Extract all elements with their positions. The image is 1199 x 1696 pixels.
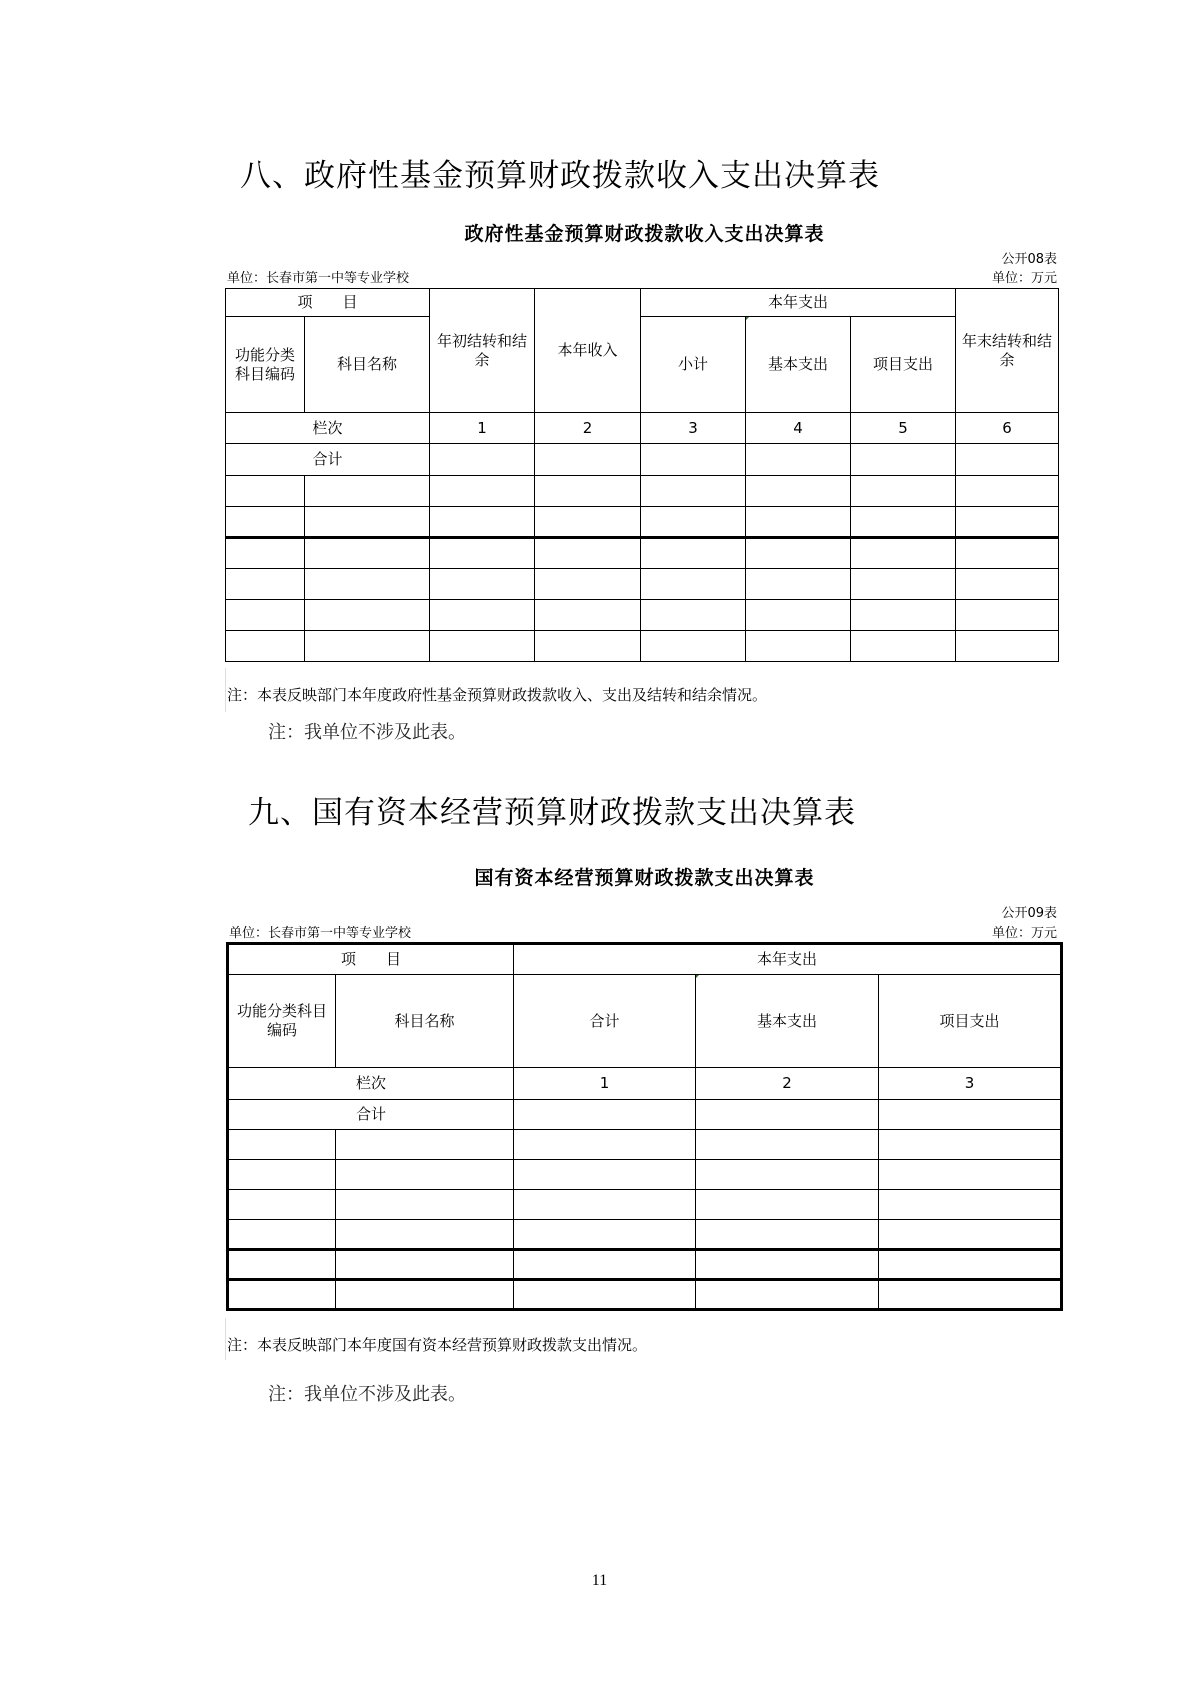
section-9-table-title: 国有资本经营预算财政拨款支出决算表 bbox=[474, 867, 815, 889]
table-row bbox=[226, 569, 1059, 600]
table-cell bbox=[746, 569, 851, 600]
table-cell bbox=[305, 538, 430, 569]
section-8-table-code: 公开08表 bbox=[1001, 252, 1057, 267]
table-cell bbox=[879, 1160, 1062, 1190]
total-cell bbox=[746, 444, 851, 476]
table-cell bbox=[851, 476, 956, 507]
table-cell bbox=[514, 1130, 696, 1160]
column-number: 2 bbox=[696, 1068, 879, 1100]
table-cell bbox=[226, 476, 305, 507]
table-cell bbox=[746, 600, 851, 631]
table-row bbox=[228, 1220, 1062, 1250]
section-9-unit-org: 单位：长春市第一中等专业学校 bbox=[229, 926, 412, 941]
column-number: 2 bbox=[535, 413, 641, 444]
column-number: 3 bbox=[641, 413, 746, 444]
table-cell bbox=[641, 600, 746, 631]
header-opening-balance: 年初结转和结余 bbox=[430, 289, 535, 413]
table-cell bbox=[430, 507, 535, 538]
header-closing-balance: 年末结转和结余 bbox=[956, 289, 1059, 413]
total-cell bbox=[879, 1100, 1062, 1130]
table-cell bbox=[336, 1160, 514, 1190]
table-row bbox=[226, 476, 1059, 507]
table-cell bbox=[641, 569, 746, 600]
table-cell bbox=[226, 507, 305, 538]
section-9-remark: 注：我单位不涉及此表。 bbox=[268, 1384, 466, 1405]
table-cell bbox=[336, 1220, 514, 1250]
header-expenditure: 本年支出 bbox=[641, 289, 956, 317]
table-cell bbox=[879, 1220, 1062, 1250]
header-func-code: 功能分类科目编码 bbox=[226, 317, 305, 413]
table-row bbox=[226, 507, 1059, 538]
table-cell bbox=[305, 569, 430, 600]
header-project: 项目支出 bbox=[879, 975, 1062, 1068]
table-cell bbox=[535, 569, 641, 600]
table-cell bbox=[956, 538, 1059, 569]
header-basic: 基本支出 bbox=[696, 975, 879, 1068]
table-cell bbox=[535, 538, 641, 569]
table-cell bbox=[535, 507, 641, 538]
section-8-heading: 八、政府性基金预算财政拨款收入支出决算表 bbox=[240, 158, 880, 194]
table-cell bbox=[956, 631, 1059, 662]
column-number: 1 bbox=[430, 413, 535, 444]
table-cell bbox=[641, 538, 746, 569]
table-cell bbox=[696, 1130, 879, 1160]
table-cell bbox=[696, 1280, 879, 1310]
table-cell bbox=[305, 600, 430, 631]
total-cell bbox=[535, 444, 641, 476]
section-8-note-rule bbox=[225, 668, 226, 712]
table-cell bbox=[305, 507, 430, 538]
table-cell bbox=[696, 1160, 879, 1190]
table-row bbox=[226, 631, 1059, 662]
table-cell bbox=[535, 476, 641, 507]
section-8-table-note: 注：本表反映部门本年度政府性基金预算财政拨款收入、支出及结转和结余情况。 bbox=[227, 686, 768, 704]
total-cell bbox=[956, 444, 1059, 476]
header-item: 项 目 bbox=[226, 289, 430, 317]
page-number: 11 bbox=[591, 1572, 608, 1589]
header-income: 本年收入 bbox=[535, 289, 641, 413]
table-cell bbox=[851, 600, 956, 631]
table-cell bbox=[879, 1250, 1062, 1280]
section-8-unit-org: 单位：长春市第一中等专业学校 bbox=[227, 271, 410, 286]
table-row bbox=[228, 1160, 1062, 1190]
table-cell bbox=[228, 1160, 336, 1190]
table-cell bbox=[226, 600, 305, 631]
table-cell bbox=[879, 1280, 1062, 1310]
table-cell bbox=[336, 1280, 514, 1310]
table-cell bbox=[696, 1250, 879, 1280]
table-cell bbox=[746, 631, 851, 662]
table-cell bbox=[430, 600, 535, 631]
table-cell bbox=[851, 538, 956, 569]
total-row-label: 合计 bbox=[228, 1100, 514, 1130]
total-cell bbox=[851, 444, 956, 476]
header-project: 项目支出 bbox=[851, 317, 956, 413]
column-number: 6 bbox=[956, 413, 1059, 444]
total-cell bbox=[696, 1100, 879, 1130]
column-number: 1 bbox=[514, 1068, 696, 1100]
table-cell bbox=[226, 569, 305, 600]
table-cell bbox=[514, 1190, 696, 1220]
table-row bbox=[228, 1250, 1062, 1280]
table-cell bbox=[228, 1250, 336, 1280]
column-row-label: 栏次 bbox=[228, 1068, 514, 1100]
table-cell bbox=[226, 631, 305, 662]
section-8-remark: 注：我单位不涉及此表。 bbox=[268, 722, 466, 743]
section-9-table-code: 公开09表 bbox=[1001, 906, 1057, 921]
table-cell bbox=[956, 507, 1059, 538]
total-cell bbox=[514, 1100, 696, 1130]
total-cell bbox=[430, 444, 535, 476]
header-basic: 基本支出 bbox=[746, 317, 851, 413]
table-cell bbox=[641, 507, 746, 538]
section-9-table-note: 注：本表反映部门本年度国有资本经营预算财政拨款支出情况。 bbox=[227, 1336, 648, 1354]
section-8-table-title: 政府性基金预算财政拨款收入支出决算表 bbox=[464, 223, 825, 245]
table-row bbox=[228, 1130, 1062, 1160]
header-subject-name: 科目名称 bbox=[305, 317, 430, 413]
table-cell bbox=[305, 476, 430, 507]
table-cell bbox=[228, 1280, 336, 1310]
table-cell bbox=[336, 1190, 514, 1220]
section-9-heading: 九、国有资本经营预算财政拨款支出决算表 bbox=[248, 795, 856, 831]
section-9-data-rows bbox=[228, 1130, 1062, 1310]
table-cell bbox=[851, 569, 956, 600]
header-subtotal: 小计 bbox=[641, 317, 746, 413]
table-cell bbox=[336, 1250, 514, 1280]
table-cell bbox=[956, 476, 1059, 507]
column-number: 4 bbox=[746, 413, 851, 444]
column-number: 3 bbox=[879, 1068, 1062, 1100]
table-cell bbox=[879, 1190, 1062, 1220]
header-expenditure: 本年支出 bbox=[514, 944, 1062, 975]
section-8-unit-money: 单位：万元 bbox=[991, 271, 1057, 286]
table-row bbox=[226, 538, 1059, 569]
column-row-label: 栏次 bbox=[226, 413, 430, 444]
table-cell bbox=[228, 1130, 336, 1160]
table-cell bbox=[430, 631, 535, 662]
header-total: 合计 bbox=[514, 975, 696, 1068]
section-9-note-rule bbox=[225, 1318, 226, 1360]
table-cell bbox=[641, 631, 746, 662]
table-cell bbox=[430, 476, 535, 507]
table-cell bbox=[430, 569, 535, 600]
table-row bbox=[226, 600, 1059, 631]
column-number: 5 bbox=[851, 413, 956, 444]
table-cell bbox=[430, 538, 535, 569]
table-cell bbox=[956, 600, 1059, 631]
table-cell bbox=[514, 1280, 696, 1310]
table-cell bbox=[746, 476, 851, 507]
section-8-table bbox=[225, 288, 1059, 662]
table-cell bbox=[514, 1160, 696, 1190]
table-cell bbox=[746, 507, 851, 538]
table-cell bbox=[851, 507, 956, 538]
table-cell bbox=[879, 1130, 1062, 1160]
table-cell bbox=[535, 631, 641, 662]
header-subject-name: 科目名称 bbox=[336, 975, 514, 1068]
table-cell bbox=[535, 600, 641, 631]
total-row-label: 合计 bbox=[226, 444, 430, 476]
table-cell bbox=[956, 569, 1059, 600]
header-func-code: 功能分类科目编码 bbox=[228, 975, 336, 1068]
table-cell bbox=[746, 538, 851, 569]
table-cell bbox=[514, 1250, 696, 1280]
section-9-table bbox=[226, 942, 1063, 1311]
table-cell bbox=[514, 1220, 696, 1250]
table-cell bbox=[228, 1220, 336, 1250]
section-9-unit-money: 单位：万元 bbox=[991, 926, 1057, 941]
total-cell bbox=[641, 444, 746, 476]
header-item: 项 目 bbox=[228, 944, 514, 975]
table-cell bbox=[641, 476, 746, 507]
table-cell bbox=[336, 1130, 514, 1160]
table-cell bbox=[305, 631, 430, 662]
table-cell bbox=[226, 538, 305, 569]
table-cell bbox=[696, 1220, 879, 1250]
table-cell bbox=[696, 1190, 879, 1220]
section-8-data-rows bbox=[226, 476, 1059, 662]
table-row bbox=[228, 1190, 1062, 1220]
table-row bbox=[228, 1280, 1062, 1310]
table-cell bbox=[851, 631, 956, 662]
table-cell bbox=[228, 1190, 336, 1220]
